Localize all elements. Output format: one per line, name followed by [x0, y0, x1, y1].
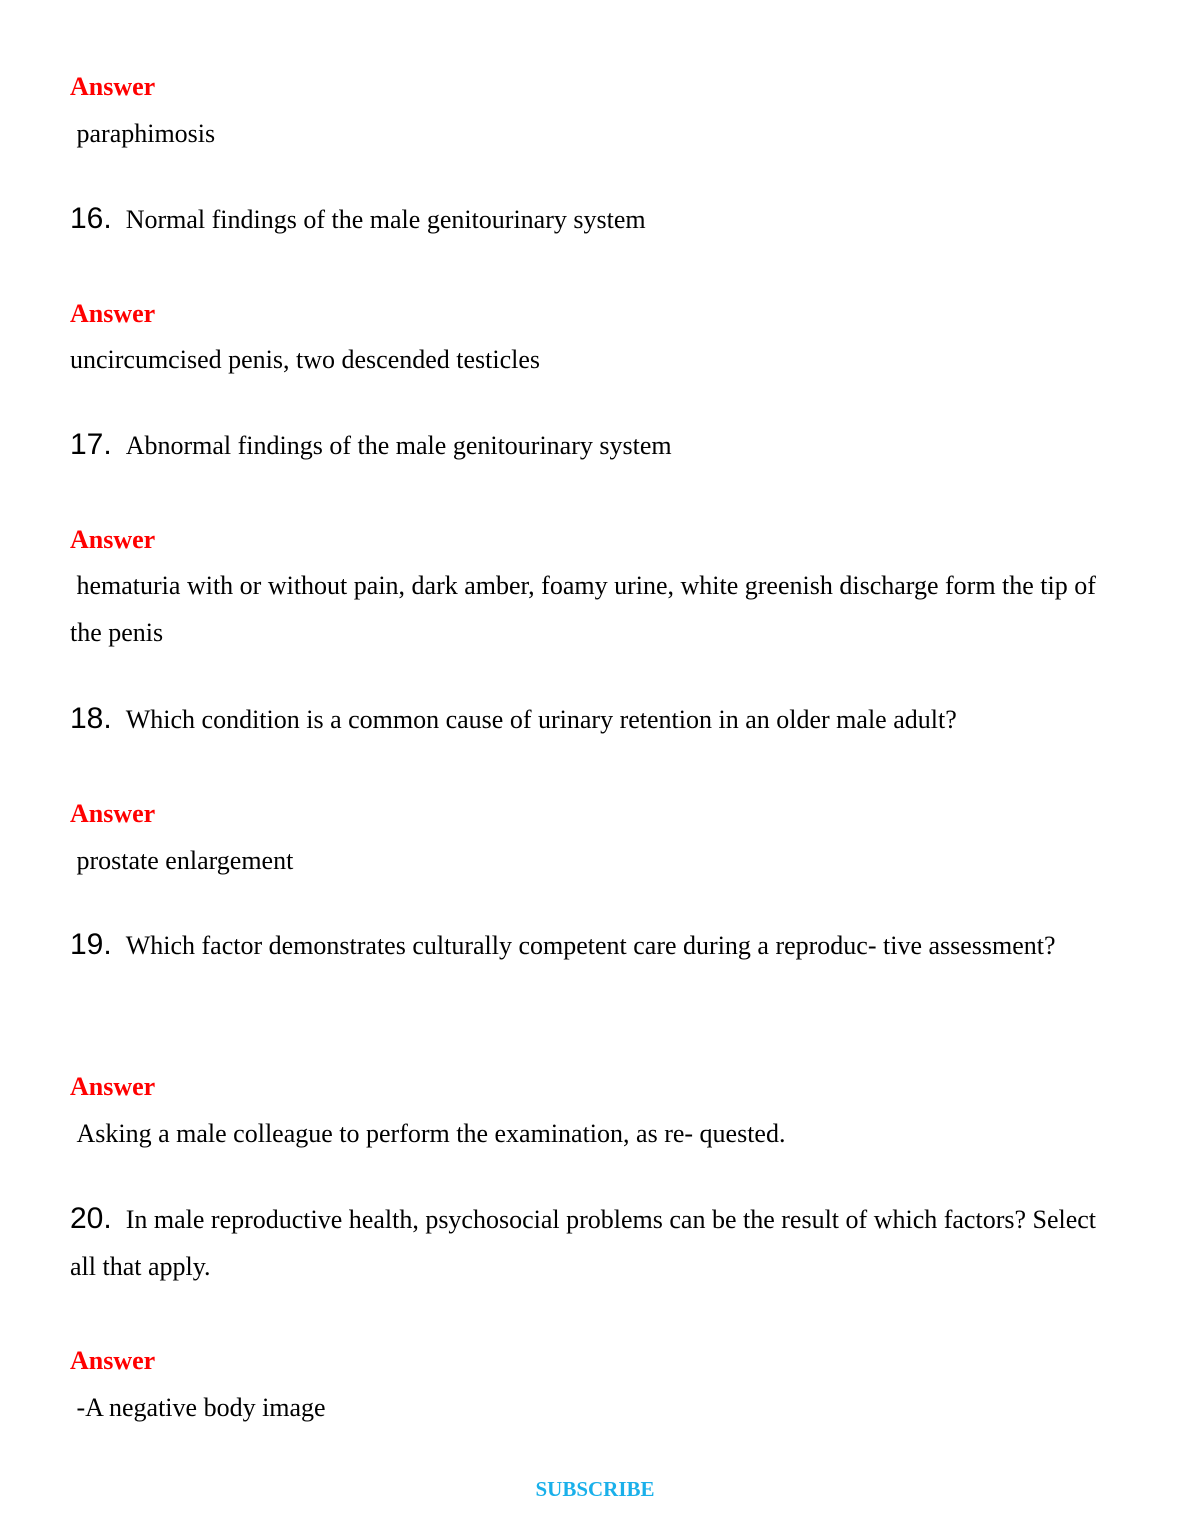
question-18: [70, 695, 1110, 743]
answer-label: Answer: [70, 799, 156, 828]
question-number: 19.: [70, 928, 112, 961]
answer-label: Answer: [70, 1346, 156, 1375]
question-text: Normal findings of the male genitourinary system: [125, 205, 646, 234]
question-16: [70, 195, 1110, 243]
question-20: [70, 1195, 1110, 1290]
question-text: Which condition is a common cause of urinary retention in an older male adult?: [125, 705, 957, 734]
answer-text: Asking a male colleague to perform the examination, as re- quested.: [70, 1119, 786, 1148]
question-17: [70, 421, 1110, 469]
question-number: 18.: [70, 702, 112, 735]
answer-label: Answer: [70, 525, 156, 554]
question-text: Which factor demonstrates culturally competent care during a reproduc- tive assessment?: [125, 931, 1056, 960]
answer-text: prostate enlargement: [70, 846, 294, 875]
answer-text: uncircumcised penis, two descended testicles: [70, 345, 541, 374]
question-text: Abnormal findings of the male genitourinary system: [125, 431, 672, 460]
question-text: In male reproductive health, psychosocial problems can be the result of which factors? Select all that apply.: [70, 1205, 1097, 1281]
answer-text: -A negative body image: [70, 1393, 326, 1422]
question-number: 20.: [70, 1202, 112, 1235]
question-19: [70, 921, 1110, 969]
subscribe-link[interactable]: SUBSCRIBE: [535, 1477, 655, 1501]
answer-text: hematuria with or without pain, dark amber, foamy urine, white greenish discharge form the tip of the penis: [70, 571, 1103, 647]
answer-label: Answer: [70, 1072, 156, 1101]
question-number: 16.: [70, 202, 112, 235]
answer-text: paraphimosis: [70, 119, 216, 148]
answer-label: Answer: [70, 72, 156, 101]
question-number: 17.: [70, 428, 112, 461]
answer-label: Answer: [70, 299, 156, 328]
